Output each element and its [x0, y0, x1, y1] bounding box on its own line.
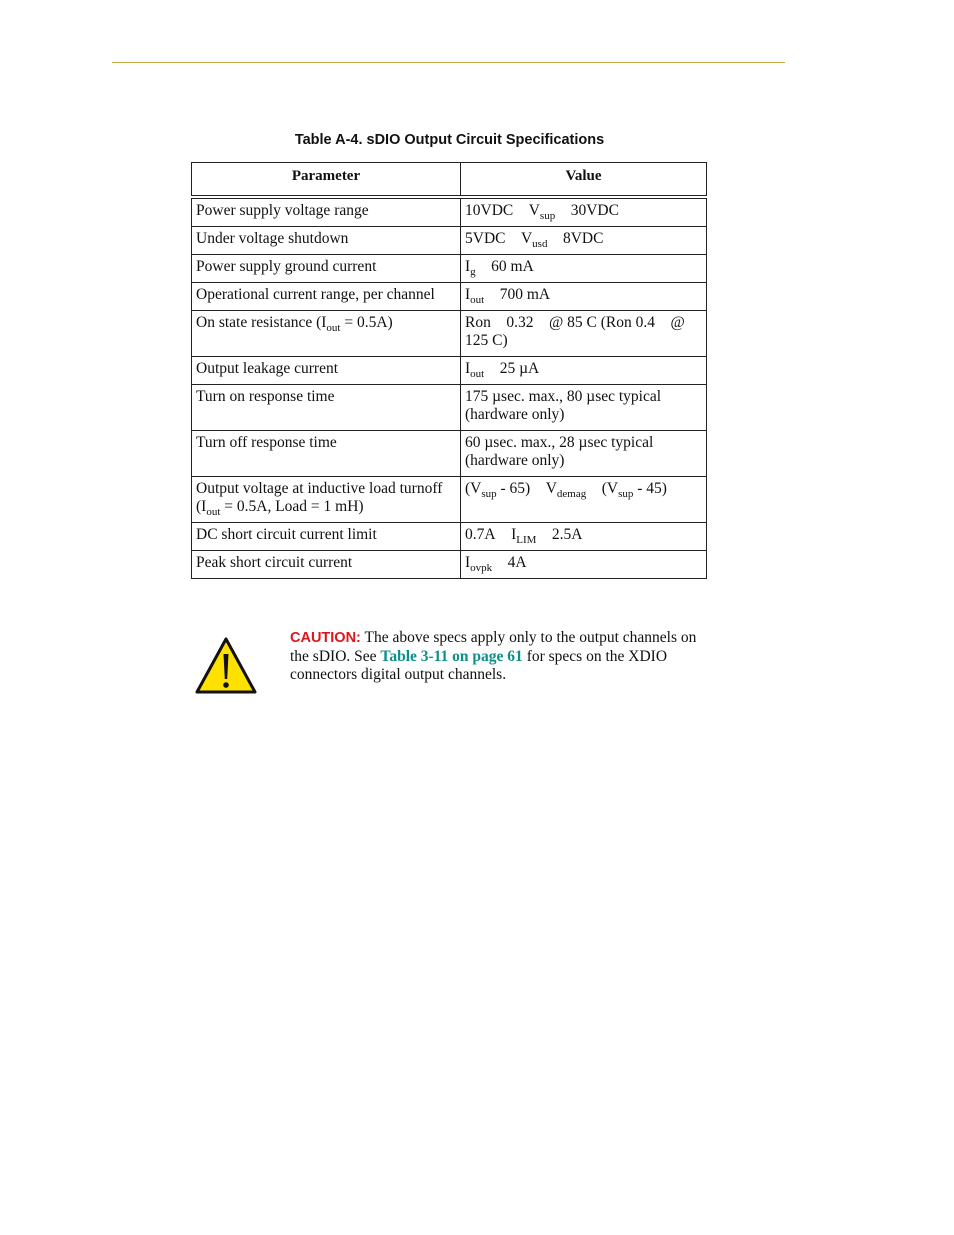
header-rule [112, 62, 785, 63]
parameter-cell: Output voltage at inductive load turnoff ($I_{out} = 0.5A$, Load = 1 mH) [192, 477, 461, 523]
parameter-cell: DC short circuit current limit [192, 523, 461, 551]
spec-table [191, 162, 707, 579]
caution-text-after: for specs on the XDIO connectors digital output channels. [290, 647, 668, 683]
value-cell: $I_{out}$ 25 µA [461, 357, 707, 385]
table-row [192, 431, 707, 477]
value-cell: 60 µsec. max., 28 µsec typical (hardware only) [461, 431, 707, 477]
caution-text-before: The above specs apply only to the output channels on the sDIO. See [290, 629, 697, 665]
table-row [192, 523, 707, 551]
value-cell: 10VDC $V_{sup}$ 30VDC [461, 197, 707, 227]
value-cell: 5VDC $V_{usd}$ 8VDC [461, 227, 707, 255]
value-cell: 175 µsec. max., 80 µsec typical (hardware only) [461, 385, 707, 431]
table-header-row [192, 163, 707, 198]
parameter-cell: Operational current range, per channel [192, 283, 461, 311]
parameter-cell: On state resistance $(I_{out} = 0.5A)$ [192, 311, 461, 357]
table-row [192, 255, 707, 283]
warning-triangle-icon [194, 636, 258, 696]
table-caption: Table A-4. sDIO Output Circuit Specifications [294, 132, 605, 148]
table-3-11-link[interactable]: Table 3-11 on page 61 [380, 647, 523, 665]
value-cell: $(V_{sup} - 65)$ $V_{demag}$ $(V_{sup} - 45)$ [461, 477, 707, 523]
table-body [192, 197, 707, 579]
parameter-cell: Turn off response time [192, 431, 461, 477]
header-value: Value [461, 163, 707, 198]
caution-note [290, 629, 700, 685]
table-row [192, 197, 707, 227]
table-row [192, 311, 707, 357]
parameter-cell: Under voltage shutdown [192, 227, 461, 255]
table-row [192, 357, 707, 385]
table-row [192, 283, 707, 311]
value-cell: 0.7A $I_{LIM}$ 2.5A [461, 523, 707, 551]
table-row [192, 551, 707, 579]
parameter-cell: Turn on response time [192, 385, 461, 431]
parameter-cell: Power supply voltage range [192, 197, 461, 227]
header-parameter: Parameter [192, 163, 461, 198]
value-cell: $I_{ovpk}$ 4A [461, 551, 707, 579]
parameter-cell: Peak short circuit current [192, 551, 461, 579]
value-cell: $I_{out}$ 700 mA [461, 283, 707, 311]
table-row [192, 227, 707, 255]
value-cell: $I_g$ 60 mA [461, 255, 707, 283]
table-row [192, 477, 707, 523]
table-row [192, 385, 707, 431]
parameter-cell: Output leakage current [192, 357, 461, 385]
caution-label: CAUTION: [290, 630, 361, 646]
parameter-cell: Power supply ground current [192, 255, 461, 283]
value-cell: Ron 0.32 @ 85 C (Ron 0.4 @ 125 C) [461, 311, 707, 357]
